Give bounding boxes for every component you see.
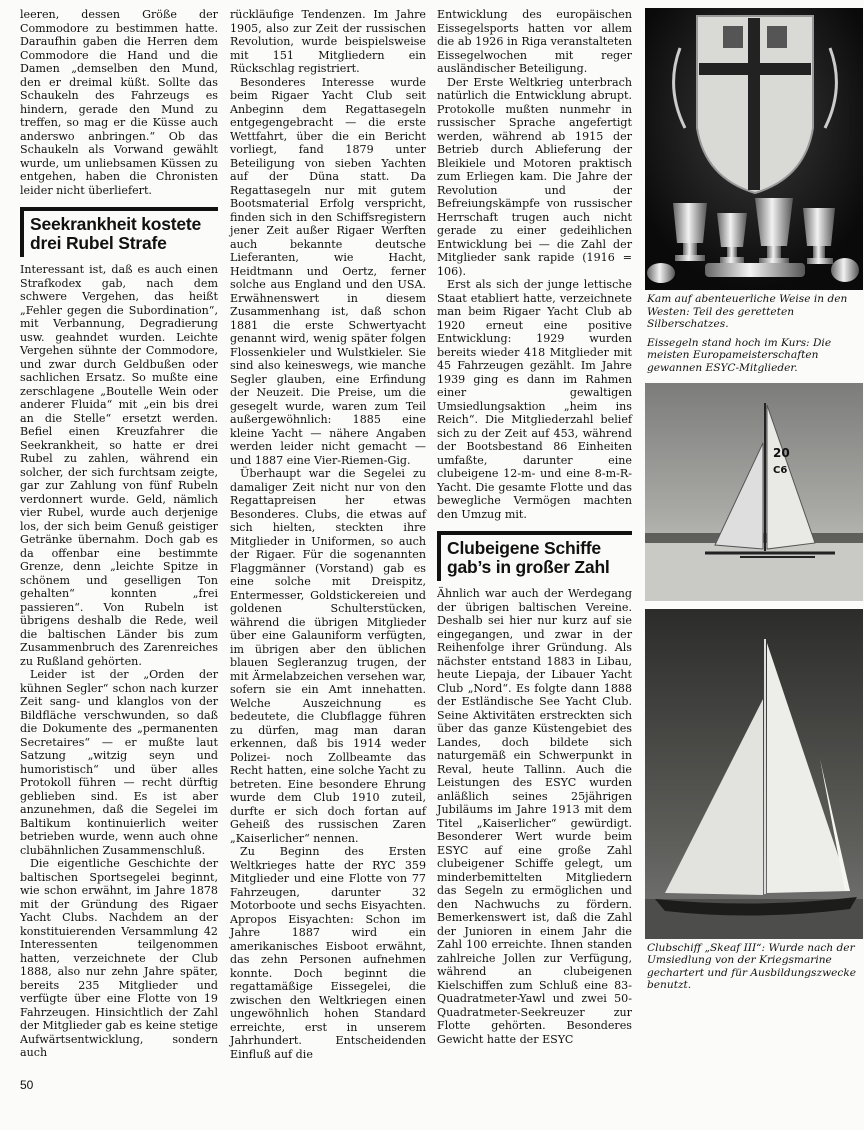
sail-number: 20 (773, 445, 790, 460)
body-paragraph: Überhaupt war die Segelei zu damaliger Zeit nicht nur von den Regattapreisen her etwas Besonderes. Clubs, die etwas auf sich hielten, steckten ihre Mitglieder in Uniformen, so auch der Rigaer. Für die sogenannten Flaggmänner (Vorstand) gab es eine solche mit Dreispitz, Entermesser, Goldstickereien und goldenen Schulterstücken, während die übrigen Mitglieder über eine Galauniform verfügten, im übrigen aber den üblichen blauen Segleranzug trugen, der mit Ärmelabzeichen versehen war, sofern sie ein Amt innehatten. Welche Auszeichnung es bedeutete, die Clubflagge führen zu dürfen, mag man daran erkennen, daß bis 1914 weder Polizei- noch Zollbeamte das Recht hatten, eine solche Yacht zu betreten. Eine besondere Ehrung wurde dem Club 1910 zuteil, durfte er sich doch fortan auf Geheiß des russischen Zaren „Kaiserlicher“ nennen. (230, 467, 426, 845)
body-paragraph: Die eigentliche Geschichte der baltischen Sportsegelei beginnt, wie schon erwähnt, im Jahre 1878 mit der Gründung des Rigaer Yacht Clubs. Nachdem an der konstituierenden Versammlung 42 Interessenten teilgenommen hatten, verzeichnete der Club 1888, also nur zehn Jahre später, bereits 235 Mitglieder und verfügte über eine Flotte von 19 Fahrzeugen. Hinsichtlich der Zahl der Mitglieder gab es keine stetige Aufwärtsentwicklung, sondern auch (20, 857, 218, 1059)
body-paragraph: rückläufige Tendenzen. Im Jahre 1905, also zur Zeit der russischen Revolution, wurde beispielsweise mit 151 Mitgliedern ein Rückschlag registriert. (230, 8, 426, 75)
photo-caption: Clubschiff „Skeaf III“: Wurde nach der Umsiedlung von der Kriegsmarine gechartert und für Ausbildungszwecke benutzt. (647, 941, 857, 992)
body-paragraph: Leider ist der „Orden der kühnen Segler“ schon nach kurzer Zeit sang- und klanglos von der Bildfläche verschwunden, so daß die Dokumente des „permanenten Secretaires“ — er mußte laut Satzung „witzig seyn und humoristisch“ und über alles Protokoll führen — recht dürftig geblieben sind. Es ist aber anzunehmen, daß die Segelei im Baltikum kontinuierlich weiter betrieben wurde, wenn auch ohne clubähnlichen Zusammenschluß. (20, 668, 218, 857)
body-paragraph: leeren, dessen Größe der Commodore zu bestimmen hatte. Daraufhin gaben die Herren dem Commodore die Hand und die Damen „demselben den Mund, den er dreimal küßt. Sollte das Schaukeln des Fahrzeugs es hindern, gerade den Mund zu treffen, so mag er die Küsse auch anderswo anbringen.“ Ob das Schaukeln als Vorwand gewählt wurde, um unliebsamen Küssen zu entgehen, haben die Chronisten leider nicht überliefert. (20, 8, 218, 197)
photo-caption: Eissegeln stand hoch im Kurs: Die meisten Europameisterschaften gewannen ESYC-Mitglieder. (647, 336, 832, 374)
column-1 (20, 8, 218, 1060)
column-2 (230, 8, 426, 1061)
column-3 (437, 8, 632, 1046)
body-paragraph: Zu Beginn des Ersten Weltkrieges hatte der RYC 359 Mitglieder und eine Flotte von 77 Fahrzeugen, darunter 32 Motorboote und sechs Eisyachten. Apropos Eisyachten: Schon im Jahre 1887 wird ein amerikanisches Eisboot erwähnt, das zehn Personen aufnehmen konnte. Doch beginnt die regattamäßige Eissegelei, die zwischen den Weltkriegen einen ungewöhnlich hohen Standard erreichte, erst in unserem Jahrhundert. Entscheidenden Einfluß auf die (230, 845, 426, 1061)
section-heading: Seekrankheit kostete drei Rubel Strafe (20, 207, 218, 257)
body-paragraph: Entwicklung des europäischen Eissegelsports hatten vor allem die ab 1926 in Riga veranstalteten Eissegelwochen mit reger ausländischer Beteiligung. (437, 8, 632, 75)
ice-yacht-photo (645, 383, 863, 601)
photo-caption: Kam auf abenteuerliche Weise in den Westen: Teil des geretteten Silberschatzes. (647, 293, 848, 331)
body-paragraph: Besonderes Interesse wurde beim Rigaer Yacht Club seit Anbeginn dem Regattasegeln entgegengebracht — die erste Wettfahrt, über die ein Bericht vorliegt, fand 1879 unter Beteiligung von sieben Yachten auf der Düna statt. Da Regattasegeln nur mit gutem Bootsmaterial Erfolg verspricht, finden sich in den Schiffsregistern jener Zeit außer Rigaer Werften auch bekannte deutsche Lieferanten, wie Hacht, Heidtmann und Oertz, ferner solche aus England und den USA. Erwähnenswert in diesem Zusammenhang ist, daß schon 1881 die erste Schwertyacht genannt wird, wenig später folgen Flossenkieler und Wulstkieler. Sie sind also keineswegs, wie manche Segler glauben, eine Erfindung der Neuzeit. Die Preise, um die gesegelt wurde, waren zum Teil außergewöhnlich: 1885 eine kleine Yacht — nähere Angaben werden leider nicht gemacht — und 1887 eine Vier-Riemen-Gig. (230, 75, 426, 467)
sail-code: C6 (773, 464, 788, 476)
page-number: 50 (20, 1078, 34, 1092)
sailing-ship-photo (645, 609, 863, 939)
body-paragraph: Interessant ist, daß es auch einen Strafkodex gab, nach dem schwere Vergehen, das heißt „Fehler gegen die Subordination“, mit Verbannung, Degradierung usw. geahndet wurden. Leichte Vergehen sühnte der Commodore, und zwar durch Geldbußen oder sachlichen Ersatz. So mußte eine zerschlagene „Boutelle Wein oder anderer Fluida“ mit „ein bis drei an die Stelle“ ersetzt werden. Befiel einen Kreuzfahrer die Seekrankheit, so hatte er drei Rubel zu zahlen, während ein solcher, der sich furchtsam zeigte, gar zur Zahlung von fünf Rubeln verdonnert wurde. Geld, nämlich vier Rubel, wurde auch derjenige los, der sich beim Genuß geistiger Getränke übernahm. Doch gab es da offenbar eine bestimmte Grenze, denn „leichte Spitze in schönem und geselligen Ton gehalten“ konnten „frei passieren“. Von Rubeln ist übrigens deshalb die Rede, weil die baltischen Länder bis zum Zusammenbruch des Zarenreiches zu Rußland gehörten. (20, 263, 218, 668)
photo-column (645, 8, 863, 992)
body-paragraph: Erst als sich der junge lettische Staat etabliert hatte, verzeichnete man beim Rigaer Yacht Club ab 1920 erneut eine positive Entwicklung: 1929 wurden bereits wieder 418 Mitglieder mit 45 Fahrzeugen gezählt. Im Jahre 1939 ging es dann im Rahmen einer gewaltigen Umsiedlungsaktion „heim ins Reich“. Die Mitgliederzahl belief sich zu der Zeit auf 453, während der Bootsbestand 86 Einheiten umfaßte, darunter eine clubeigene 12-m- und eine 8-m-R-Yacht. Die gesamte Flotte und das bewegliche Vermögen machten den Umzug mit. (437, 278, 632, 521)
silver-treasure-photo (645, 8, 863, 290)
body-paragraph: Der Erste Weltkrieg unterbrach natürlich die Entwicklung abrupt. Protokolle mußten nunmehr in russischer Sprache angefertigt werden, während ab 1915 der Betrieb durch Ablieferung der Bleikiele und Motoren praktisch zum Erliegen kam. Die Jahre der Revolution und der Befreiungskämpfe von russischer Herrschaft trugen auch nicht gerade zu einer gedeihlichen Entwicklung bei — die Zahl der Mitglieder sank rapide (1916 = 106). (437, 75, 632, 278)
section-heading: Clubeigene Schiffe gab’s in großer Zahl (437, 531, 632, 581)
body-paragraph: Ähnlich war auch der Werdegang der übrigen baltischen Vereine. Deshalb sei hier nur kurz auf sie eingegangen, und zwar in der Reihenfolge ihrer Gründung. Als nächster entstand 1883 in Libau, heute Liepaja, der Libauer Yacht Club „Nord“. Es folgte dann 1888 der Estländische See Yacht Club. Seine Aktivitäten erstreckten sich über das ganze Küstengebiet des Landes, doch bildete sich naturgemäß ein Schwerpunkt in Reval, heute Tallinn. Auch die Leistungen des ESYC wurden anläßlich seines 25jährigen Jubiläums im Jahre 1913 mit dem Titel „Kaiserlicher“ gewürdigt. Besonderer Wert wurde beim ESYC auf eine große Zahl clubeigener Schiffe gelegt, um minderbemittelten Mitgliedern das Segeln zu ermöglichen und den Nachwuchs zu fördern. Bemerkenswert ist, daß die Zahl der Junioren in einem Jahr die Zahl 100 erreichte. Ihnen standen zahlreiche Jollen zur Verfügung, während an clubeigenen Kielschiffen zum Schluß eine 83-Quadratmeter-Yawl und zwei 50-Quadratmeter-Seekreuzer zur Flotte gehörten. Besonderes Gewicht hatte der ESYC (437, 587, 632, 1046)
